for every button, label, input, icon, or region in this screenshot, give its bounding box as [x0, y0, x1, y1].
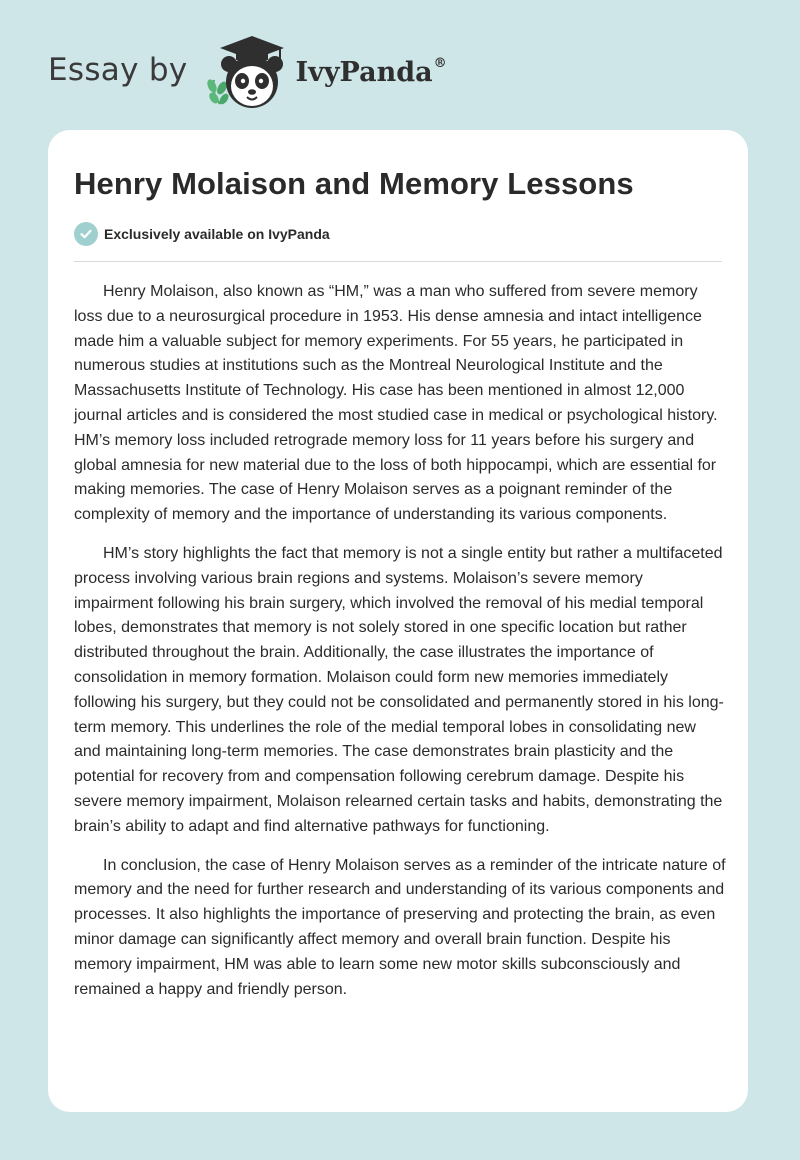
essay-card — [48, 130, 748, 1112]
divider — [74, 261, 722, 262]
exclusive-badge-text: Exclusively available on IvyPanda — [104, 226, 330, 242]
site-header — [48, 28, 447, 112]
registered-mark: ® — [433, 55, 447, 71]
paragraph: Henry Molaison, also known as “HM,” was a man who suffered from severe memory loss due to a neurosurgical procedure in 1953. His dense amnesia and intact intelligence made him a valuable subject for memory experiments. For 55 years, he participated in numerous studies at institutions such as the Montreal Neurological Institute and the Massachusetts Institute of Technology. His case has been mentioned in almost 12,000 journal articles and is considered the most studied case in medical or psychological history. HM’s memory loss included retrograde memory loss for 11 years before his surgery and global amnesia for new material due to the loss of both hippocampi, which are essential for making memories. The case of Henry Molaison serves as a poignant reminder of the complexity of memory and the importance of understanding its various components. — [74, 283, 718, 524]
check-icon — [74, 222, 98, 246]
exclusive-badge — [74, 222, 330, 246]
paragraph: In conclusion, the case of Henry Molaison serves as a reminder of the intricate nature of memory and the need for further research and understanding of its various components and processes. It also highlights the importance of preserving and protecting the brain, as even minor damage can significantly affect memory and overall brain function. Despite his memory impairment, HM was able to learn some new motor skills subconsciously and remained a happy and friendly person. — [74, 856, 726, 998]
essay-by-label: Essay by — [48, 52, 188, 88]
page-title: Henry Molaison and Memory Lessons — [74, 166, 634, 201]
brand-name[interactable]: IvyPanda® — [295, 55, 447, 88]
paragraph: HM’s story highlights the fact that memory is not a single entity but rather a multifaceted process involving various brain regions and systems. Molaison’s severe memory impairment following his brain surgery, which involved the removal of his medial temporal lobes, demonstrates that memory is not solely stored in one specific location but rather distributed throughout the brain. Additionally, the case illustrates the importance of consolidation in memory formation. Molaison could form new memories immediately following his surgery, but they could not be consolidated and permanently stored in his long-term memory. This underlines the role of the medial temporal lobes in consolidating new and maintaining long-term memories. The case demonstrates brain plasticity and the potential for recovery from and compensation following cerebrum damage. Despite his severe memory impairment, Molaison relearned certain tasks and habits, demonstrating the brain’s ability to adapt and find alternative pathways for functioning. — [74, 544, 724, 835]
essay-body — [74, 280, 726, 1016]
panda-graduation-cap-logo-icon — [202, 28, 292, 112]
